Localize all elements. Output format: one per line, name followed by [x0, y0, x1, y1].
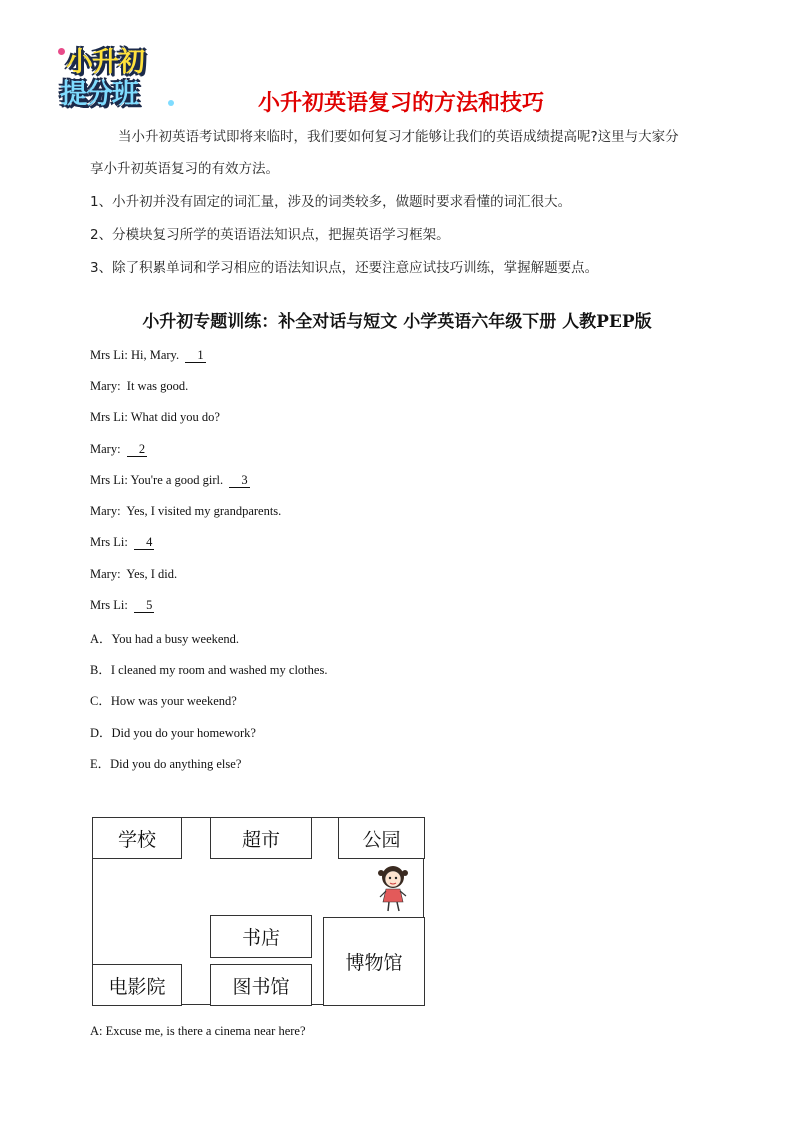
dialogue-text: Mary: It was good. [90, 379, 189, 393]
answer-blank-5[interactable]: 5 [134, 599, 154, 613]
map-bookstore: 书店 [210, 915, 312, 958]
answer-blank-2[interactable]: 2 [127, 443, 147, 457]
dialogue-line-9 [90, 598, 154, 613]
section-title: 小升初专题训练：补全对话与短文 小学英语六年级下册 人教PEP版 [142, 312, 652, 332]
dialogue-text: Mrs Li: You're a good girl. [90, 473, 230, 487]
dialogue-line-6 [90, 504, 281, 519]
logo-dot [58, 48, 65, 55]
answer-blank-3[interactable]: 3 [229, 474, 249, 488]
dialogue-line-2 [90, 379, 188, 394]
option-e: E．Did you do anything else? [90, 757, 242, 771]
option-b: B．I cleaned my room and washed my clothes. [90, 663, 328, 677]
logo-line1: 小升初 [66, 47, 144, 78]
option-d: D．Did you do your homework? [90, 726, 256, 740]
page-title: 小升初英语复习的方法和技巧 [257, 91, 544, 116]
girl-icon [375, 864, 411, 914]
answer-blank-4[interactable]: 4 [134, 536, 154, 550]
option-a: A．You had a busy weekend. [90, 632, 240, 646]
intro-point-2: 2、分模块复习所学的英语语法知识点，把握英语学习框架。 [90, 227, 450, 243]
intro-point-1: 1、小升初并没有固定的词汇量，涉及的词类较多，做题时要求看懂的词汇很大。 [90, 194, 572, 210]
map-library: 图书馆 [210, 964, 312, 1006]
dialogue-text: Mary: Yes, I did. [90, 567, 178, 581]
map-cinema: 电影院 [92, 964, 182, 1006]
answer-blank-1[interactable]: 1 [185, 349, 205, 363]
intro-line-2: 享小升初英语复习的有效方法。 [90, 161, 279, 177]
map-park: 公园 [338, 817, 425, 859]
logo-line2: 提分班 [60, 79, 138, 110]
street-map [92, 817, 424, 1005]
map-school: 学校 [92, 817, 182, 859]
dialogue-line-5 [90, 473, 250, 488]
dialogue-text: Mrs Li: What did you do? [90, 410, 220, 424]
dialogue-text: Mary: [90, 442, 127, 456]
intro-line-1: 当小升初英语考试即将来临时，我们要如何复习才能够让我们的英语成绩提高呢?这里与大家分 [118, 129, 679, 145]
dialogue-text: Mrs Li: Hi, Mary. [90, 348, 186, 362]
dialogue-text: Mrs Li: [90, 535, 135, 549]
intro-point-3: 3、除了积累单词和学习相应的语法知识点，还要注意应试技巧训练，掌握解题要点。 [90, 260, 599, 276]
dialogue-line-3 [90, 410, 220, 425]
dialogue-text: Mary: Yes, I visited my grandparents. [90, 504, 282, 518]
dialogue-text: Mrs Li: [90, 598, 135, 612]
map-museum: 博物馆 [323, 917, 425, 1006]
dialogue-line-4 [90, 442, 147, 457]
dialogue-line-7 [90, 535, 154, 550]
dialogue-line-1 [90, 348, 206, 363]
option-c: C．How was your weekend? [90, 694, 237, 708]
map-supermarket: 超市 [210, 817, 312, 859]
question-line: A: Excuse me, is there a cinema near here? [90, 1024, 306, 1038]
dialogue-line-8 [90, 567, 177, 582]
